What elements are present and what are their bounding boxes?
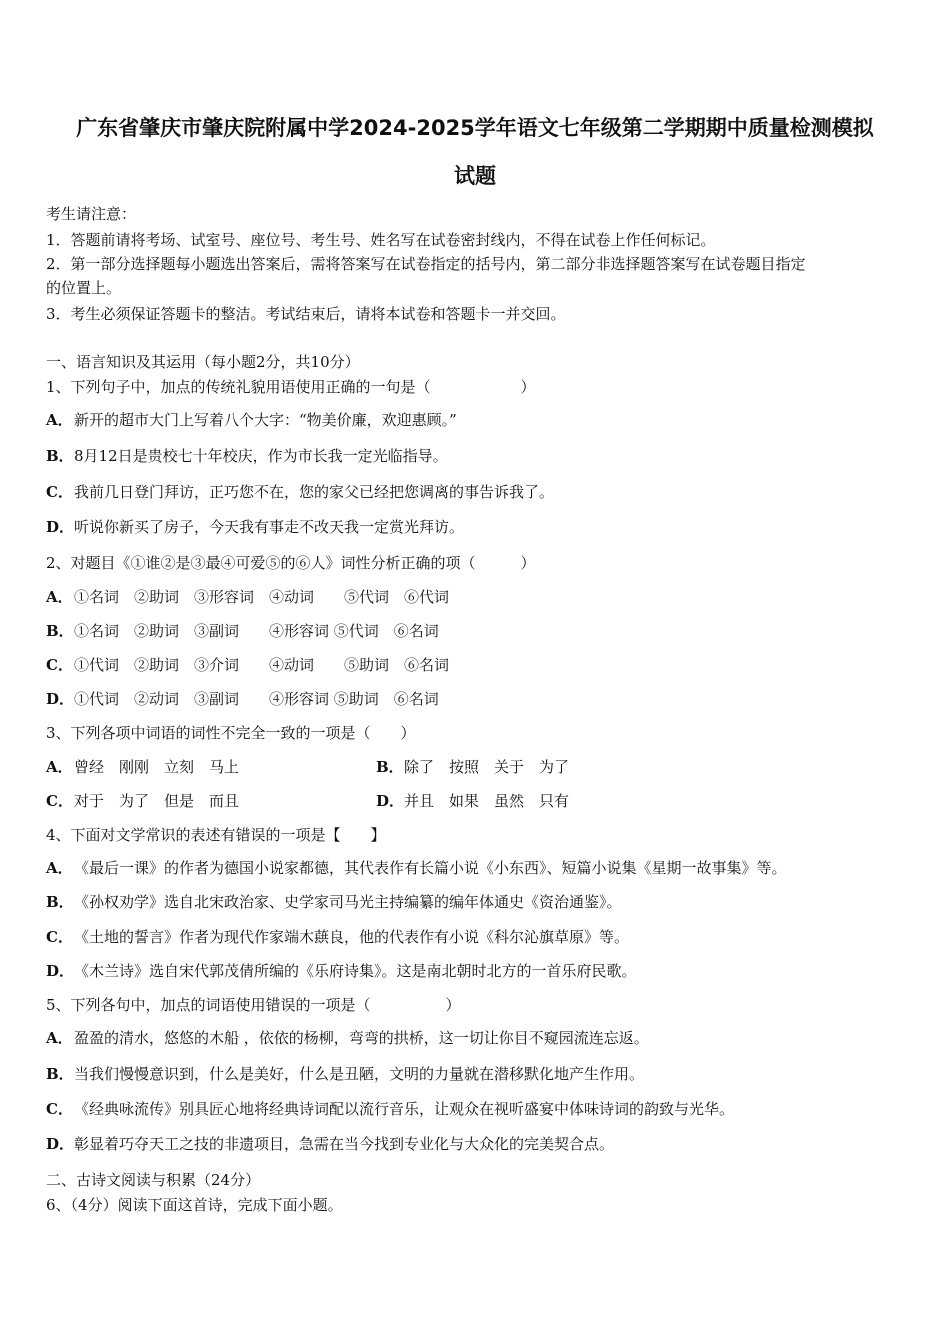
question-5-stem: 5、下列各句中，加点的词语使用错误的一项是（ ） [46, 996, 461, 1014]
section-2-heading: 二、古诗文阅读与积累（24分） [46, 1171, 261, 1189]
option-text: 听说你新买了房子，今天我有事走不改天我一定赏光拜访。 [74, 518, 465, 536]
option-text: 《经典咏流传》别具匠心地将经典诗词配以流行音乐，让观众在视听盛宴中体味诗词的韵致与光华。 [74, 1100, 735, 1118]
q4-option-b [46, 891, 622, 912]
option-label: A． [46, 859, 73, 877]
option-text: 8月12日是贵校七十年校庆，作为市长我一定光临指导。 [74, 447, 448, 465]
option-text: 我前几日登门拜访，正巧您不在，您的家父已经把您调离的事告诉我了。 [74, 483, 555, 501]
option-label: B． [376, 758, 404, 776]
option-text: 盈盈的清水，悠悠的木船 ，依依的杨柳，弯弯的拱桥，这一切让你目不窥园流连忘返。 [74, 1029, 649, 1047]
option-label: A． [46, 411, 73, 429]
option-label: D． [376, 792, 405, 810]
question-6-stem: 6、（4分）阅读下面这首诗，完成下面小题。 [46, 1196, 343, 1214]
q4-option-d [46, 960, 637, 981]
q2-option-c [46, 654, 449, 675]
q2-option-a [46, 586, 449, 607]
q1-option-b [46, 445, 448, 466]
option-text: ①代词 ②助词 ③介词 ④动词 ⑤助词 ⑥名词 [74, 656, 450, 674]
option-text: 《木兰诗》选自宋代郭茂倩所编的《乐府诗集》。这是南北朝时北方的一首乐府民歌。 [74, 962, 637, 980]
q4-option-a [46, 857, 787, 878]
option-text: 曾经 刚刚 立刻 马上 [74, 758, 240, 776]
option-text: 并且 如果 虽然 只有 [404, 792, 570, 810]
option-label: C． [46, 792, 73, 810]
q5-option-b [46, 1063, 644, 1084]
notice-item-1: 1．答题前请将考场、试室号、座位号、考生号、姓名写在试卷密封线内，不得在试卷上作任何标记。 [46, 231, 716, 249]
question-3-stem: 3、下列各项中词语的词性不完全一致的一项是（ ） [46, 724, 416, 742]
page-title-continued: 试题 [454, 164, 496, 188]
option-label: D． [46, 1135, 75, 1153]
option-label: C． [46, 483, 73, 501]
option-label: B． [46, 893, 74, 911]
option-label: A． [46, 588, 73, 606]
q3-option-c [46, 790, 239, 811]
option-label: C． [46, 1100, 73, 1118]
option-text: 《土地的誓言》作者为现代作家端木蕻良，他的代表作有小说《科尔沁旗草原》等。 [74, 928, 630, 946]
option-label: C． [46, 656, 73, 674]
question-2-stem: 2、对题目《①谁②是③最④可爱⑤的⑥人》词性分析正确的项（ ） [46, 554, 536, 572]
question-1-stem: 1、下列句子中，加点的传统礼貌用语使用正确的一句是（ ） [46, 378, 536, 396]
q3-option-a [46, 756, 239, 777]
q1-option-c [46, 481, 554, 502]
option-text: ①名词 ②助词 ③副词 ④形容词 ⑤代词 ⑥名词 [74, 622, 439, 640]
question-4-stem: 4、下面对文学常识的表述有错误的一项是【 】 [46, 826, 386, 844]
option-label: B． [46, 622, 74, 640]
option-label: B． [46, 447, 74, 465]
option-label: C． [46, 928, 73, 946]
option-text: 新开的超市大门上写着八个大字：“物美价廉，欢迎惠顾。” [74, 411, 457, 429]
notice-item-3: 3．考生必须保证答题卡的整洁。考试结束后，请将本试卷和答题卡一并交回。 [46, 305, 566, 323]
option-label: D． [46, 962, 75, 980]
q5-option-d [46, 1133, 614, 1154]
option-label: D． [46, 690, 75, 708]
option-label: A． [46, 1029, 73, 1047]
option-text: 当我们慢慢意识到，什么是美好，什么是丑陋，文明的力量就在潜移默化地产生作用。 [74, 1065, 645, 1083]
option-label: A． [46, 758, 73, 776]
option-text: 《孙权劝学》选自北宋政治家、史学家司马光主持编纂的编年体通史《资治通鉴》。 [74, 893, 622, 911]
notice-item-2: 2．第一部分选择题每小题选出答案后，需将答案写在试卷指定的括号内，第二部分非选择题答案写在试卷题目指定 [46, 255, 806, 273]
option-text: 《最后一课》的作者为德国小说家都德，其代表作有长篇小说《小东西》、短篇小说集《星期一故事集》等。 [74, 859, 787, 877]
option-label: B． [46, 1065, 74, 1083]
option-label: D． [46, 518, 75, 536]
section-1-heading: 一、语言知识及其运用（每小题2分，共10分） [46, 353, 360, 371]
option-text: 除了 按照 关于 为了 [404, 758, 570, 776]
notice-item-2-continued: 的位置上。 [46, 279, 122, 297]
option-text: 彰显着巧夺天工之技的非遗项目，急需在当今找到专业化与大众化的完美契合点。 [74, 1135, 615, 1153]
q3-option-b [376, 756, 569, 777]
option-text: ①名词 ②助词 ③形容词 ④动词 ⑤代词 ⑥代词 [74, 588, 450, 606]
option-text: ①代词 ②动词 ③副词 ④形容词 ⑤助词 ⑥名词 [74, 690, 439, 708]
q1-option-a [46, 409, 457, 430]
q1-option-d [46, 516, 464, 537]
q5-option-a [46, 1027, 649, 1048]
page-title: 广东省肇庆市肇庆院附属中学2024-2025学年语文七年级第二学期期中质量检测模拟 [76, 116, 874, 140]
q4-option-c [46, 926, 629, 947]
option-text: 对于 为了 但是 而且 [74, 792, 240, 810]
q2-option-d [46, 688, 439, 709]
notice-heading: 考生请注意： [46, 205, 137, 223]
q5-option-c [46, 1098, 734, 1119]
q3-option-d [376, 790, 569, 811]
q2-option-b [46, 620, 439, 641]
